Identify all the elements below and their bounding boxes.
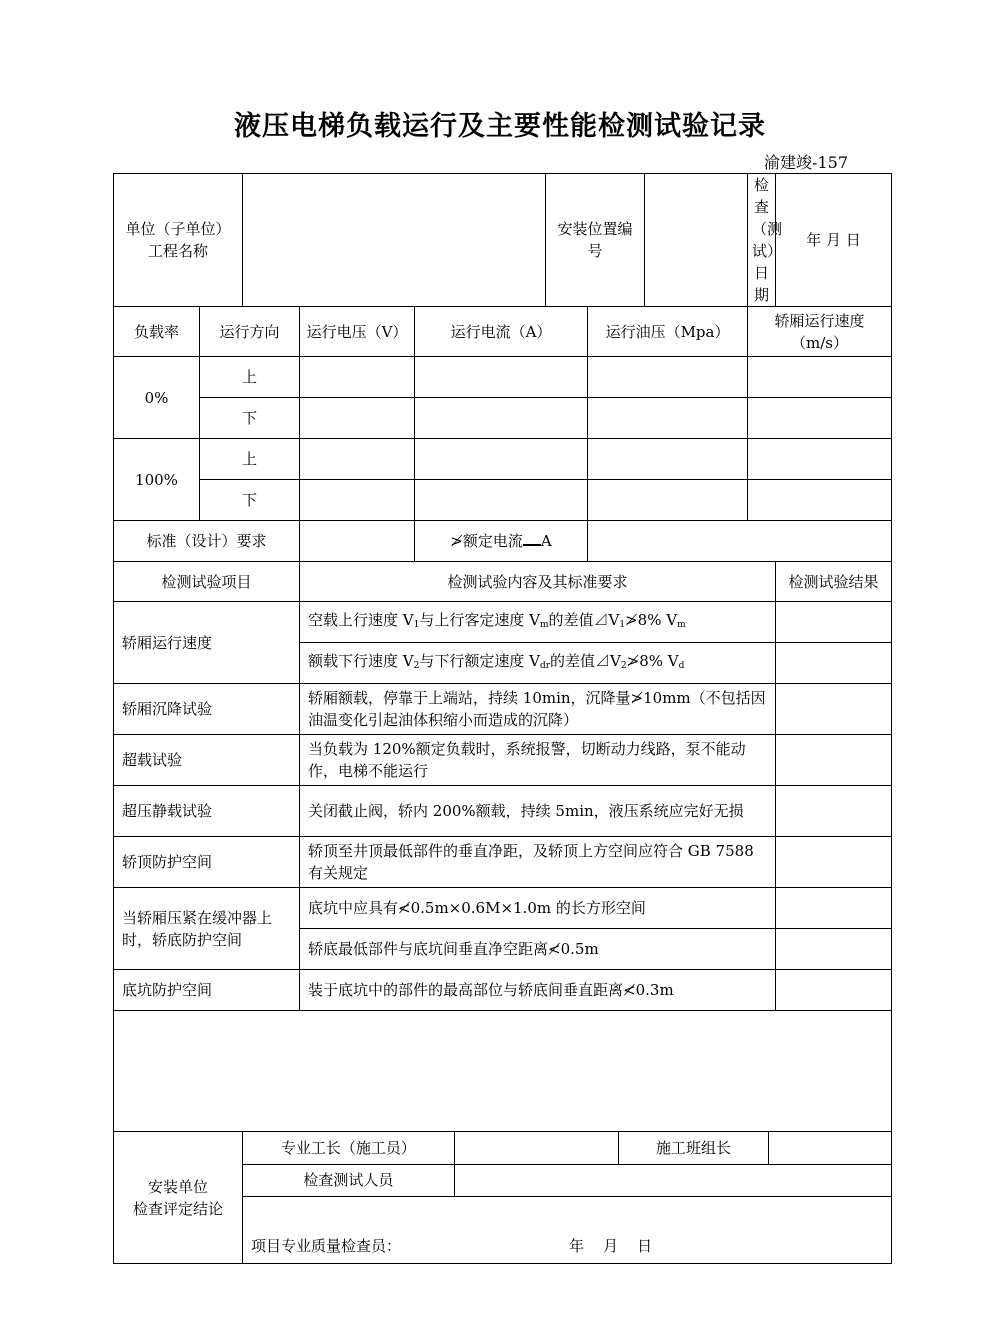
cell-oil-pressure[interactable] (588, 480, 748, 521)
install-unit-label: 安装单位 (148, 1177, 209, 1196)
item-requirement: 轿顶至井顶最低部件的垂直净距，及轿顶上方空间应符合 GB 7588 有关规定 (300, 837, 776, 888)
load-header-row (114, 307, 892, 357)
signoff-left-label (114, 1132, 243, 1264)
conclusion-label: 检查评定结论 (133, 1199, 224, 1218)
item-requirement: 底坑中应具有≮0.5m×0.6M×1.0m 的长方形空间 (300, 888, 776, 929)
col-voltage: 运行电压（V） (300, 307, 415, 357)
cell-current[interactable] (415, 439, 588, 480)
load-row-0-up (114, 357, 892, 398)
item-result-cell[interactable] (776, 643, 892, 684)
item-requirement: 空载上行速度 $V_1$与上行客定速度 $V_m$的差值$⊿V_1≯8\%$ $V_m$ (300, 602, 776, 643)
check-date-value-field[interactable]: 年 月 日 (776, 174, 892, 307)
load-row-100-down (114, 480, 892, 521)
remarks-area[interactable] (114, 1011, 892, 1132)
item-result-cell[interactable] (776, 735, 892, 786)
item-name: 超压静载试验 (114, 786, 300, 837)
item-name: 轿厢沉降试验 (114, 684, 300, 735)
team-leader-label: 施工班组长 (618, 1132, 769, 1164)
item-requirement: 装于底坑中的部件的最高部位与轿底间垂直距离≮0.3m (300, 970, 776, 1011)
foreman-value-field[interactable] (454, 1132, 618, 1164)
item-overload-row (114, 735, 892, 786)
cell-voltage[interactable] (300, 439, 415, 480)
current-blank[interactable] (523, 530, 541, 546)
cell-oil-pressure[interactable] (588, 398, 748, 439)
item-settlement-row (114, 684, 892, 735)
signoff-table (243, 1132, 891, 1263)
cell-current[interactable] (415, 357, 588, 398)
item-result-cell[interactable] (776, 786, 892, 837)
item-result-cell[interactable] (776, 970, 892, 1011)
item-pit-row (114, 970, 892, 1011)
item-car-speed-row-1 (114, 602, 892, 643)
foreman-label: 专业工长（施工员） (243, 1132, 454, 1164)
tester-label: 检查测试人员 (243, 1164, 454, 1196)
items-col-name: 检测试验项目 (114, 562, 300, 602)
items-header-row (114, 562, 892, 602)
cell-speed[interactable] (748, 398, 892, 439)
cell-current[interactable] (415, 398, 588, 439)
item-result-cell[interactable] (776, 888, 892, 929)
signoff-row (114, 1132, 892, 1264)
signoff-panel (243, 1132, 892, 1264)
install-pos-value-field[interactable] (645, 174, 748, 307)
load-row-0-down (114, 398, 892, 439)
direction-up: 上 (200, 439, 300, 480)
item-requirement: 关闭截止阀，轿内 200%额载，持续 5min，液压系统应完好无损 (300, 786, 776, 837)
unit-label: 单位（子单位）工程名称 (114, 174, 243, 307)
cell-voltage[interactable] (300, 480, 415, 521)
item-overpressure-row (114, 786, 892, 837)
team-leader-value-field[interactable] (769, 1132, 891, 1164)
remarks-row (114, 1011, 892, 1132)
load-row-100-up (114, 439, 892, 480)
record-table (113, 173, 892, 1264)
col-current: 运行电流（A） (415, 307, 588, 357)
item-car-top-row (114, 837, 892, 888)
direction-down: 下 (200, 480, 300, 521)
unit-value-field[interactable] (243, 174, 546, 307)
col-oil-pressure: 运行油压（Mpa） (588, 307, 748, 357)
standard-row (114, 521, 892, 562)
direction-up: 上 (200, 357, 300, 398)
item-name: 轿顶防护空间 (114, 837, 300, 888)
item-requirement: 额载下行速度 $V_2$与下行额定速度 $V_{dr}$的差值$⊿V_2≯8\%$ $V_d$ (300, 643, 776, 684)
tester-value-field[interactable] (454, 1164, 891, 1196)
item-requirement: 轿厢额载，停靠于上端站，持续 10min，沉降量≯10mm（不包括因油温变化引起油体积缩小而造成的沉降） (300, 684, 776, 735)
item-name: 超载试验 (114, 735, 300, 786)
page-title: 液压电梯负载运行及主要性能检测试验记录 (234, 111, 766, 142)
inspector-label: 项目专业质量检查员： (251, 1237, 402, 1255)
cell-speed[interactable] (748, 439, 892, 480)
load-rate-0: 0% (114, 357, 200, 439)
item-requirement: 轿底最低部件与底坑间垂直净空距离≮0.5m (300, 929, 776, 970)
item-result-cell[interactable] (776, 837, 892, 888)
cell-speed[interactable] (748, 357, 892, 398)
item-name: 底坑防护空间 (114, 970, 300, 1011)
item-name: 当轿厢压紧在缓冲器上时，轿底防护空间 (114, 888, 300, 970)
item-requirement: 当负载为 120%额定负载时，系统报警，切断动力线路，泵不能动作，电梯不能运行 (300, 735, 776, 786)
col-car-speed: 轿厢运行速度（m/s） (748, 307, 892, 357)
cell-current[interactable] (415, 480, 588, 521)
items-col-result: 检测试验结果 (776, 562, 892, 602)
current-req-prefix: ≯额定电流 (450, 532, 523, 550)
item-car-bottom-row-1 (114, 888, 892, 929)
items-col-requirement: 检测试验内容及其标准要求 (300, 562, 776, 602)
check-date-label: 检查（测试）日期 (748, 174, 776, 307)
cell-voltage[interactable] (300, 357, 415, 398)
col-direction: 运行方向 (200, 307, 300, 357)
standard-empty-cell[interactable] (588, 521, 892, 562)
col-load-rate: 负载率 (114, 307, 200, 357)
current-req-unit: A (540, 532, 552, 550)
signoff-date: 年 月 日 (569, 1237, 653, 1255)
standard-current-req (415, 521, 588, 562)
direction-down: 下 (200, 398, 300, 439)
header-row (114, 174, 892, 307)
form-code: 渝建竣-157 (764, 153, 848, 172)
item-name: 轿厢运行速度 (114, 602, 300, 684)
inspector-cell[interactable] (243, 1196, 891, 1263)
standard-label: 标准（设计）要求 (114, 521, 300, 562)
cell-oil-pressure[interactable] (588, 357, 748, 398)
item-result-cell[interactable] (776, 929, 892, 970)
standard-voltage-cell[interactable] (300, 521, 415, 562)
install-pos-label: 安装位置编号 (546, 174, 645, 307)
cell-oil-pressure[interactable] (588, 439, 748, 480)
cell-speed[interactable] (748, 480, 892, 521)
item-result-cell[interactable] (776, 602, 892, 643)
load-rate-100: 100% (114, 439, 200, 521)
cell-voltage[interactable] (300, 398, 415, 439)
item-result-cell[interactable] (776, 684, 892, 735)
